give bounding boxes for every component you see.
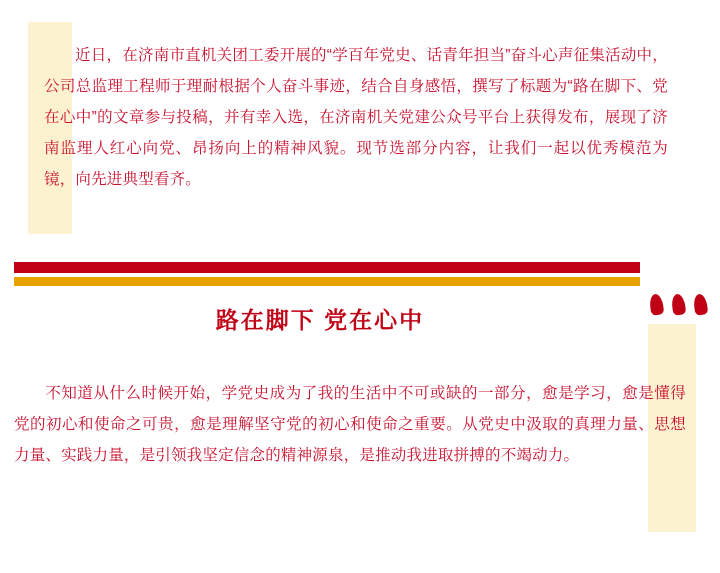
divider-and-title <box>0 252 720 350</box>
divider-bar-red <box>14 262 640 273</box>
intro-section <box>0 0 720 252</box>
body-paragraph <box>14 378 686 471</box>
flame-icon <box>649 293 665 316</box>
flame-decoration-group <box>650 294 712 320</box>
intro-paragraph <box>44 40 668 195</box>
flame-icon <box>693 293 709 316</box>
body-paragraph-text: 不知道从什么时候开始，学党史成为了我的生活中不可或缺的一部分，愈是学习，愈是懂得党的初心和使命之可贵，愈是理解坚守党的初心和使命之重要。从党史中汲取的真理力量、思想力量、实践力量，是引领我坚定信念的精神源泉，是推动我进取拼搏的不竭动力。 <box>14 385 686 464</box>
flame-icon <box>671 293 687 316</box>
divider-bar-gold <box>14 277 640 286</box>
body-section <box>0 350 720 573</box>
intro-paragraph-text: 近日，在济南市直机关团工委开展的“学百年党史、话青年担当”奋斗心声征集活动中，公司总监理工程师于理耐根据个人奋斗事迹，结合自身感悟，撰写了标题为“路在脚下、党在心中”的文章参与投稿，并有幸入选，在济南机关党建公众号平台上获得发布，展现了济南监理人红心向党、昂扬向上的精神风貌。现节选部分内容，让我们一起以优秀模范为镜，向先进典型看齐。 <box>44 47 668 188</box>
section-title: 路在脚下 党在心中 <box>215 307 425 333</box>
